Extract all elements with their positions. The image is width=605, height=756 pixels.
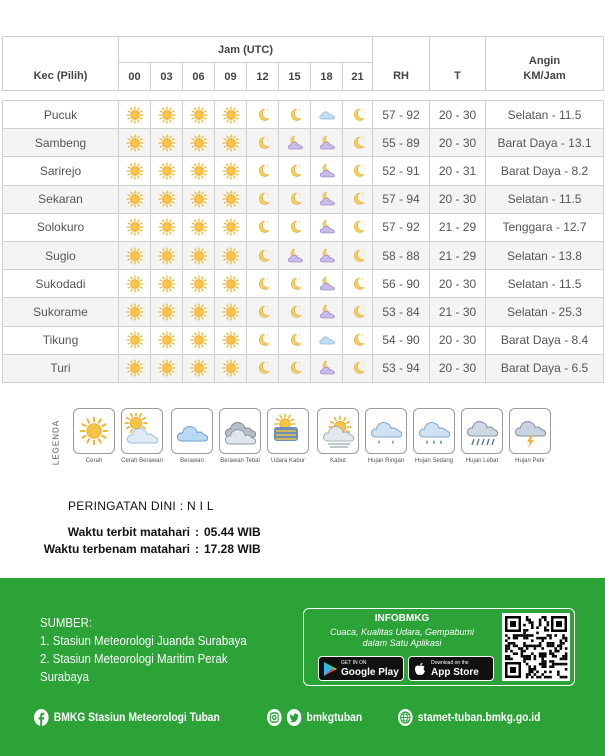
moon-icon (343, 241, 373, 269)
table-row (3, 298, 604, 326)
temperature-value: 20 - 30 (430, 354, 486, 382)
sunset-row: Waktu terbenam matahari : 17.28 WIB (43, 542, 261, 556)
sun-icon (119, 157, 151, 185)
sun-icon (119, 298, 151, 326)
wind-value: Selatan - 11.5 (486, 270, 604, 298)
thick-cloud-icon (219, 408, 261, 454)
moon-icon (343, 354, 373, 382)
moon-icon (279, 185, 311, 213)
facebook-link[interactable]: BMKG Stasiun Meteorologi Tuban (34, 708, 220, 726)
moon-cloud-icon (311, 298, 343, 326)
legend-item-label: Hujan Petir (515, 458, 545, 464)
legend-title: LEGENDA (51, 419, 61, 466)
app-title: INFOBMKG (374, 613, 430, 624)
moon-icon (279, 157, 311, 185)
sun-icon (119, 129, 151, 157)
haze-icon (267, 408, 309, 454)
temperature-value: 20 - 30 (430, 326, 486, 354)
hour-header-03: 03 (151, 63, 183, 91)
kecamatan-name: Sarirejo (3, 157, 119, 185)
rh-value: 52 - 91 (373, 157, 430, 185)
moon-icon (279, 354, 311, 382)
wind-value: Selatan - 11.5 (486, 101, 604, 129)
rh-value: 55 - 89 (373, 129, 430, 157)
wind-value: Barat Daya - 8.4 (486, 326, 604, 354)
sun-icon (183, 101, 215, 129)
website-link[interactable]: stamet-tuban.bmkg.go.id (398, 708, 540, 726)
light-rain-icon (365, 408, 407, 454)
sun-cloud-icon (121, 408, 163, 454)
table-row (3, 354, 604, 382)
hour-header-15: 15 (279, 63, 311, 91)
moon-cloud-icon (279, 129, 311, 157)
forecast-table (2, 36, 603, 383)
wind-value: Tenggara - 12.7 (486, 213, 604, 241)
legend-item-label: Hujan Sedang (414, 458, 454, 464)
moon-cloud-icon (311, 129, 343, 157)
sun-icon (73, 408, 115, 454)
kecamatan-name: Sukodadi (3, 270, 119, 298)
sun-icon (215, 185, 247, 213)
moon-icon (247, 101, 279, 129)
wind-value: Barat Daya - 13.1 (486, 129, 604, 157)
sun-icon (215, 213, 247, 241)
sun-icon (151, 157, 183, 185)
moon-cloud-icon (311, 157, 343, 185)
moon-cloud-icon (311, 185, 343, 213)
moon-icon (279, 101, 311, 129)
moon-icon (343, 270, 373, 298)
sun-icon (119, 185, 151, 213)
sun-icon (151, 270, 183, 298)
moon-icon (247, 129, 279, 157)
legend-item-cloud (170, 408, 214, 474)
legend-item-label: Kabut (330, 458, 346, 464)
angin-header: Angin KM/Jam (486, 37, 604, 91)
moon-icon (247, 270, 279, 298)
sun-icon (215, 241, 247, 269)
instagram-icon (267, 709, 282, 726)
moon-icon (247, 157, 279, 185)
rh-value: 53 - 94 (373, 354, 430, 382)
sun-icon (183, 185, 215, 213)
temperature-value: 20 - 30 (430, 270, 486, 298)
early-warning: PERINGATAN DINI : N I L (68, 499, 214, 513)
legend-item-sun (72, 408, 116, 474)
legend-item-thick-cloud (218, 408, 262, 474)
sun-icon (183, 354, 215, 382)
sunrise-row: Waktu terbit matahari : 05.44 WIB (67, 525, 261, 539)
sun-icon (183, 157, 215, 185)
cloud-icon (171, 408, 213, 454)
jam-header: Jam (UTC) (119, 37, 373, 63)
legend-item-label: Hujan Ringan (367, 458, 405, 464)
moon-icon (247, 326, 279, 354)
sun-icon (119, 270, 151, 298)
sun-icon (215, 157, 247, 185)
footer (0, 578, 605, 756)
temperature-value: 20 - 31 (430, 157, 486, 185)
sun-icon (183, 298, 215, 326)
apple-icon (414, 662, 426, 676)
rh-value: 57 - 92 (373, 213, 430, 241)
kecamatan-name: Sugio (3, 241, 119, 269)
sun-icon (151, 326, 183, 354)
rh-value: 53 - 84 (373, 298, 430, 326)
legend-item-label: Hujan Lebat (465, 458, 499, 464)
twitter-icon (287, 709, 302, 726)
moon-cloud-icon (311, 270, 343, 298)
hour-header-00: 00 (119, 63, 151, 91)
hour-header-06: 06 (183, 63, 215, 91)
legend-item-sun-cloud (120, 408, 164, 474)
sun-icon (119, 213, 151, 241)
temperature-value: 20 - 30 (430, 129, 486, 157)
kecamatan-name: Tikung (3, 326, 119, 354)
moon-icon (247, 213, 279, 241)
moon-icon (343, 101, 373, 129)
hour-header-12: 12 (247, 63, 279, 91)
thunderstorm-icon (509, 408, 551, 454)
app-description: Cuaca, Kualitas Udara, Gempabumi dalam Satu Aplikasi (329, 627, 475, 648)
moon-icon (279, 298, 311, 326)
legend-item-light-rain (364, 408, 408, 474)
sun-icon (151, 129, 183, 157)
rh-value: 57 - 92 (373, 101, 430, 129)
sun-icon (151, 101, 183, 129)
sun-icon (119, 354, 151, 382)
moon-cloud-icon (311, 241, 343, 269)
table-row (3, 129, 604, 157)
temperature-value: 21 - 29 (430, 213, 486, 241)
rh-header: RH (373, 37, 430, 91)
sun-icon (215, 326, 247, 354)
wind-value: Barat Daya - 8.2 (486, 157, 604, 185)
t-header: T (430, 37, 486, 91)
sun-icon (183, 213, 215, 241)
moon-icon (343, 129, 373, 157)
moderate-rain-icon (413, 408, 455, 454)
legend-item-thunderstorm (508, 408, 552, 474)
legend-item-label: Udara Kabur (270, 458, 306, 464)
sun-icon (183, 270, 215, 298)
google-play-button[interactable]: GET IN ON Google Play (318, 656, 404, 681)
kecamatan-name: Sambeng (3, 129, 119, 157)
moon-icon (343, 157, 373, 185)
moon-icon (247, 185, 279, 213)
legend-item-haze (266, 408, 310, 474)
kec-header[interactable]: Kec (Pilih) (3, 37, 119, 91)
rh-value: 54 - 90 (373, 326, 430, 354)
legend-item-moderate-rain (412, 408, 456, 474)
legend-item-label: Berawan Tebal (220, 458, 260, 464)
fog-icon (317, 408, 359, 454)
moon-icon (343, 185, 373, 213)
table-row (3, 213, 604, 241)
sun-icon (215, 270, 247, 298)
wind-value: Selatan - 13.8 (486, 241, 604, 269)
wind-value: Barat Daya - 6.5 (486, 354, 604, 382)
qr-code[interactable] (502, 613, 570, 681)
temperature-value: 20 - 30 (430, 185, 486, 213)
sun-icon (215, 298, 247, 326)
sun-icon (183, 326, 215, 354)
legend-item-heavy-rain (460, 408, 504, 474)
hour-header-21: 21 (343, 63, 373, 91)
cloud-icon (311, 326, 343, 354)
heavy-rain-icon (461, 408, 503, 454)
sun-icon (183, 241, 215, 269)
sources: SUMBER: 1. Stasiun Meteorologi Juanda Surabaya 2. Stasiun Meteorologi Maritim Perak Surabaya (40, 615, 247, 684)
sun-icon (151, 185, 183, 213)
moon-icon (279, 270, 311, 298)
moon-icon (247, 354, 279, 382)
wind-value: Selatan - 25.3 (486, 298, 604, 326)
hour-header-18: 18 (311, 63, 343, 91)
moon-icon (343, 298, 373, 326)
kecamatan-name: Sekaran (3, 185, 119, 213)
facebook-icon (34, 709, 49, 726)
moon-cloud-icon (279, 241, 311, 269)
kecamatan-name: Solokuro (3, 213, 119, 241)
rh-value: 57 - 94 (373, 185, 430, 213)
rh-value: 58 - 88 (373, 241, 430, 269)
kecamatan-name: Pucuk (3, 101, 119, 129)
table-row (3, 326, 604, 354)
moon-icon (343, 213, 373, 241)
kecamatan-name: Turi (3, 354, 119, 382)
table-row (3, 270, 604, 298)
google-play-icon (324, 662, 337, 676)
instagram-twitter-link[interactable]: bmkgtuban (267, 708, 362, 726)
legend-item-label: Cerah Berawan (121, 458, 163, 464)
sun-icon (151, 241, 183, 269)
sun-icon (119, 101, 151, 129)
sun-icon (151, 298, 183, 326)
app-store-button[interactable]: Download on the App Store (408, 656, 494, 681)
rh-value: 56 - 90 (373, 270, 430, 298)
moon-icon (247, 241, 279, 269)
moon-icon (247, 298, 279, 326)
table-row (3, 157, 604, 185)
kecamatan-name: Sukorame (3, 298, 119, 326)
temperature-value: 21 - 30 (430, 298, 486, 326)
moon-icon (343, 326, 373, 354)
sun-icon (119, 241, 151, 269)
legend-item-label: Berawan (180, 458, 204, 464)
wind-value: Selatan - 11.5 (486, 185, 604, 213)
table-row (3, 241, 604, 269)
moon-cloud-icon (311, 213, 343, 241)
sun-icon (151, 213, 183, 241)
moon-cloud-icon (311, 354, 343, 382)
moon-icon (279, 326, 311, 354)
table-row (3, 101, 604, 129)
sun-icon (215, 129, 247, 157)
legend-item-label: Cerah (85, 458, 103, 464)
sun-icon (215, 354, 247, 382)
temperature-value: 21 - 29 (430, 241, 486, 269)
table-row (3, 185, 604, 213)
legend-item-fog (316, 408, 360, 474)
sun-icon (151, 354, 183, 382)
hour-header-09: 09 (215, 63, 247, 91)
globe-icon (398, 709, 413, 726)
sun-icon (215, 101, 247, 129)
moon-icon (279, 213, 311, 241)
cloud-icon (311, 101, 343, 129)
temperature-value: 20 - 30 (430, 101, 486, 129)
sun-icon (183, 129, 215, 157)
infobmkg-promo (303, 608, 575, 686)
legend (48, 408, 568, 476)
sun-icon (119, 326, 151, 354)
